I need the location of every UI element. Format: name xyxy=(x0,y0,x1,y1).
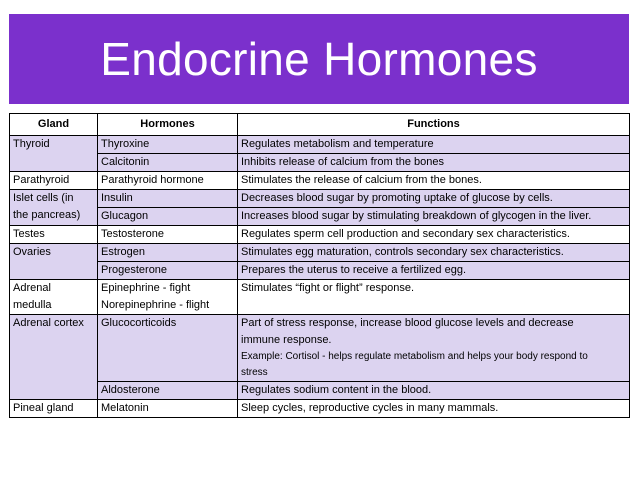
function-example-line: Example: Cortisol - helps regulate metabolism and helps your body respond to xyxy=(241,351,588,362)
hormone-cell: Aldosterone xyxy=(98,382,238,400)
gland-cell xyxy=(10,280,98,315)
hormones-table xyxy=(9,113,630,418)
gland-cell-line: Islet cells (in xyxy=(13,192,74,204)
function-cell: Regulates metabolism and temperature xyxy=(238,136,630,154)
function-cell-line: Part of stress response, increase blood glucose levels and decrease xyxy=(241,317,574,329)
hormone-cell: Glucagon xyxy=(98,208,238,226)
function-cell: Regulates sodium content in the blood. xyxy=(238,382,630,400)
hormone-cell: Estrogen xyxy=(98,244,238,262)
gland-cell: Adrenal cortex xyxy=(10,315,98,400)
gland-cell-line: Adrenal xyxy=(13,282,51,294)
table-row xyxy=(10,226,630,244)
function-cell: Inhibits release of calcium from the bones xyxy=(238,154,630,172)
hormone-cell: Testosterone xyxy=(98,226,238,244)
hormone-cell: Insulin xyxy=(98,190,238,208)
table-row xyxy=(10,262,630,280)
function-cell: Prepares the uterus to receive a fertilized egg. xyxy=(238,262,630,280)
function-cell: Stimulates the release of calcium from the bones. xyxy=(238,172,630,190)
table-row xyxy=(10,136,630,154)
column-header-functions: Functions xyxy=(238,114,630,136)
function-example-line: stress xyxy=(241,367,268,378)
gland-cell: Thyroid xyxy=(10,136,98,172)
function-cell-line: immune response. xyxy=(241,334,332,346)
hormone-cell: Calcitonin xyxy=(98,154,238,172)
title-banner xyxy=(9,14,629,104)
hormone-cell: Thyroxine xyxy=(98,136,238,154)
gland-cell: Parathyroid xyxy=(10,172,98,190)
hormone-cell-line: Epinephrine - fight xyxy=(101,282,191,294)
table-row xyxy=(10,172,630,190)
gland-cell: Testes xyxy=(10,226,98,244)
function-cell: Stimulates egg maturation, controls secondary sex characteristics. xyxy=(238,244,630,262)
table-row xyxy=(10,244,630,262)
function-cell: Regulates sperm cell production and secondary sex characteristics. xyxy=(238,226,630,244)
gland-cell-line: medulla xyxy=(13,299,52,311)
function-cell: Decreases blood sugar by promoting uptake of glucose by cells. xyxy=(238,190,630,208)
hormone-cell-line: Norepinephrine - flight xyxy=(101,299,210,311)
table-row xyxy=(10,208,630,226)
hormone-cell xyxy=(98,280,238,315)
table-row xyxy=(10,400,630,418)
function-cell: Stimulates “fight or flight” response. xyxy=(238,280,630,315)
gland-cell: Ovaries xyxy=(10,244,98,280)
hormone-cell: Melatonin xyxy=(98,400,238,418)
table-row xyxy=(10,382,630,400)
column-header-hormones: Hormones xyxy=(98,114,238,136)
function-cell: Increases blood sugar by stimulating breakdown of glycogen in the liver. xyxy=(238,208,630,226)
gland-cell-line: the pancreas) xyxy=(13,209,81,221)
table-row xyxy=(10,190,630,208)
table-row xyxy=(10,280,630,315)
function-cell xyxy=(238,315,630,382)
table-header-row xyxy=(10,114,630,136)
table-row xyxy=(10,154,630,172)
column-header-gland: Gland xyxy=(10,114,98,136)
gland-cell xyxy=(10,190,98,226)
page-title: Endocrine Hormones xyxy=(100,33,538,85)
hormone-cell: Glucocorticoids xyxy=(98,315,238,382)
hormone-cell: Progesterone xyxy=(98,262,238,280)
table-row xyxy=(10,315,630,382)
gland-cell: Pineal gland xyxy=(10,400,98,418)
hormone-cell: Parathyroid hormone xyxy=(98,172,238,190)
function-cell: Sleep cycles, reproductive cycles in many mammals. xyxy=(238,400,630,418)
